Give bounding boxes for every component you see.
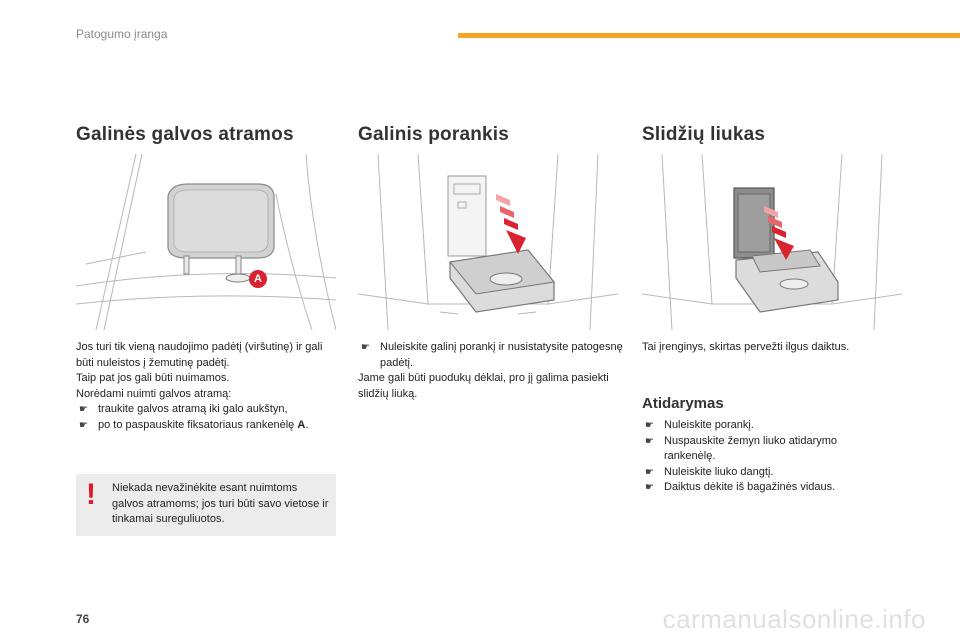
- headrests-body: [76, 340, 338, 433]
- armrest-body: [358, 340, 623, 402]
- bullet-pointer-icon: ☛: [645, 435, 654, 447]
- subsection-title-opening: Atidarymas: [642, 395, 724, 412]
- list-item: ☛ po to paspauskite fiksatoriaus rankenėlę A.: [76, 418, 338, 434]
- exclamation-icon: !: [86, 478, 96, 511]
- warning-box: [76, 474, 336, 536]
- section-title-armrest: Galinis porankis: [358, 124, 510, 145]
- paragraph: Taip pat jos gali būti nuimamos.: [76, 372, 230, 384]
- emphasis-label: A: [297, 418, 306, 431]
- header-accent-bar: [458, 33, 960, 38]
- paragraph: Jos turi tik vieną naudojimo padėtį (viršutinę) ir gali būti nuleistos į žemutinę padėtį.: [76, 341, 323, 369]
- warning-text: Niekada nevažinėkite esant nuimtoms galvos atramoms; jos turi būti savo vietose ir tinkamai sureguliuotos.: [112, 482, 329, 525]
- paragraph: Tai įrenginys, skirtas pervežti ilgus daiktus.: [642, 341, 850, 353]
- section-title-ski-hatch: Slidžių liukas: [642, 124, 766, 145]
- marker-a-label: A: [254, 273, 262, 285]
- list-item: ☛ traukite galvos atramą iki galo aukštyn,: [76, 402, 338, 418]
- paragraph: Norėdami nuimti galvos atramą:: [76, 387, 232, 400]
- ski-hatch-intro: [642, 340, 912, 356]
- running-header: Patogumo įranga: [76, 27, 168, 41]
- marker-a: [249, 270, 267, 288]
- headrest-illustration: [76, 154, 336, 330]
- list-item: ☛ Nuleiskite liuko dangtį.: [642, 465, 882, 481]
- watermark: carmanualsonline.info: [662, 604, 926, 634]
- list-item: ☛ Nuleiskite galinį porankį ir nusistatysite patogesnę padėtį.: [361, 341, 623, 369]
- ski-hatch-illustration: [642, 154, 902, 330]
- list-item: ☛ Nuspauskite žemyn liuko atidarymo rankenėlę.: [645, 434, 838, 462]
- list-item: ☛ Nuleiskite porankį.: [642, 418, 882, 434]
- bullet-pointer-icon: ☛: [645, 482, 654, 493]
- bullet-pointer-icon: ☛: [645, 420, 654, 431]
- bullet-pointer-icon: ☛: [79, 404, 88, 415]
- bullet-pointer-icon: ☛: [361, 342, 370, 353]
- ski-hatch-steps: [642, 418, 882, 496]
- armrest-illustration: [358, 154, 618, 330]
- bullet-pointer-icon: ☛: [79, 419, 88, 431]
- bullet-pointer-icon: ☛: [645, 466, 654, 478]
- list-item: ☛ Daiktus dėkite iš bagažinės vidaus.: [642, 480, 882, 496]
- paragraph: Jame gali būti puodukų dėklai, pro jį galima pasiekti slidžių liuką.: [358, 372, 609, 400]
- section-title-headrests: Galinės galvos atramos: [76, 124, 294, 145]
- page-number: 76: [76, 612, 90, 626]
